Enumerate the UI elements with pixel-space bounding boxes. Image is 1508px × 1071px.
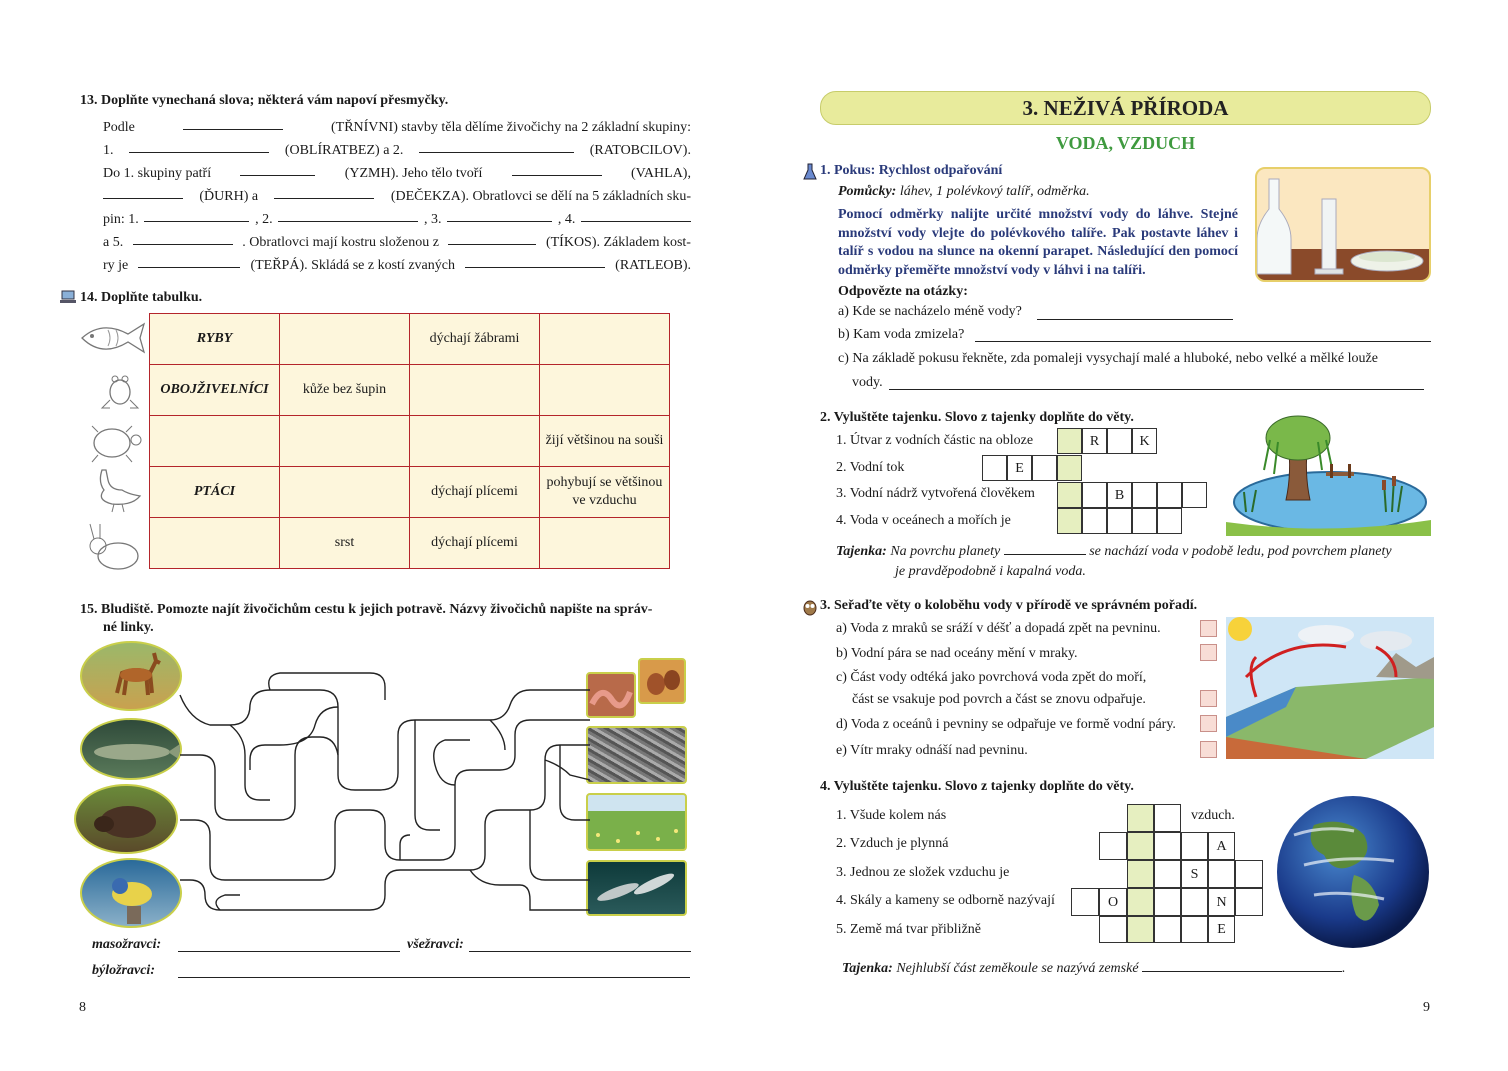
ex3-item-c: c) Část vody odtéká jako povrchová voda zpět do moří, xyxy=(836,670,1147,685)
frog-icon xyxy=(100,370,140,412)
fish-icon xyxy=(78,316,148,360)
turtle-icon xyxy=(82,422,144,464)
label-herbivores: býložravci: xyxy=(92,963,155,978)
crossword-cell[interactable] xyxy=(1132,482,1157,508)
ex13-title: 13. Doplňte vynechaná slova; některá vám napoví přesmyčky. xyxy=(80,93,449,108)
ex1-qb: b) Kam voda zmizela? xyxy=(838,327,965,342)
ex4-clue-5: 5. Země má tvar přibližně xyxy=(836,922,981,937)
ex4-clue-1: 1. Všude kolem nás xyxy=(836,808,947,823)
ex4-clue-3: 3. Jednou ze složek vzduchu je xyxy=(836,865,1010,880)
table-cell: RYBY xyxy=(150,314,280,365)
bird-photo xyxy=(80,858,182,928)
maze[interactable] xyxy=(170,665,590,925)
blank[interactable] xyxy=(183,116,283,130)
ex3-item-c-cont: část se vsakuje pod povrch a část se znovu odpařuje. xyxy=(852,692,1146,707)
crossword-cell[interactable]: O xyxy=(1099,888,1127,916)
water-cycle-illustration xyxy=(1226,617,1434,759)
blank[interactable] xyxy=(581,208,691,222)
ex1-tools: Pomůcky: láhev, 1 polévkový talíř, odměrka. xyxy=(838,184,1090,199)
crossword-cell[interactable]: E xyxy=(1007,455,1032,481)
crossword-cell[interactable] xyxy=(1057,482,1082,508)
table-cell[interactable] xyxy=(280,314,410,365)
crossword-cell[interactable] xyxy=(1032,455,1057,481)
table-cell: kůže bez šupin xyxy=(280,365,410,416)
crossword-cell[interactable]: S xyxy=(1181,860,1208,888)
ex2-clue-3: 3. Vodní nádrž vytvořená člověkem xyxy=(836,486,1035,501)
chapter-title: 3. NEŽIVÁ PŘÍRODA xyxy=(820,91,1431,125)
omnivores-line[interactable] xyxy=(469,951,691,952)
owl-icon xyxy=(802,598,818,616)
crossword-cell[interactable] xyxy=(1154,832,1181,860)
pond-illustration xyxy=(1226,412,1431,536)
blank[interactable] xyxy=(240,162,315,176)
ex3-item-d: d) Voda z oceánů i pevniny se odpařuje ve formě vodní páry. xyxy=(836,717,1176,732)
ex4-title: 4. Vyluštěte tajenku. Slovo z tajenky doplňte do věty. xyxy=(820,779,1134,794)
ex3-item-a: a) Voda z mraků se sráží v déšť a dopadá zpět na pevninu. xyxy=(836,621,1161,636)
table-cell: dýchají žábrami xyxy=(410,314,540,365)
ex2-tajenka-cont: je pravděpodobně i kapalná voda. xyxy=(895,564,1086,579)
table-cell: pohybují se většinou ve vzduchu xyxy=(540,467,670,518)
crossword-cell[interactable] xyxy=(1154,916,1181,943)
fish-photo xyxy=(586,860,687,916)
worm-photo xyxy=(586,672,636,718)
crossword-cell[interactable] xyxy=(1154,804,1181,832)
answer-line-b[interactable] xyxy=(975,341,1431,342)
order-box-b[interactable] xyxy=(1200,644,1217,661)
rabbit-icon xyxy=(84,522,144,572)
crossword-cell[interactable] xyxy=(1127,832,1154,860)
blank[interactable] xyxy=(133,231,233,245)
crossword-cell[interactable] xyxy=(1235,888,1263,916)
ex4-tajenka: Tajenka: Nejhlubší část zeměkoule se nazývá zemské . xyxy=(842,958,1346,977)
crossword-cell[interactable] xyxy=(1099,916,1127,943)
crossword-cell[interactable] xyxy=(1181,916,1208,943)
table-cell[interactable] xyxy=(540,518,670,569)
crossword-cell[interactable] xyxy=(1182,482,1207,508)
crossword-cell[interactable] xyxy=(1057,455,1082,481)
page-number: 9 xyxy=(1423,1000,1430,1015)
ex4-clue-4: 4. Skály a kameny se odborně nazývají xyxy=(836,893,1055,908)
bottle-plate-photo xyxy=(1255,167,1431,282)
crossword-cell[interactable] xyxy=(1127,888,1154,916)
computer-icon xyxy=(60,290,76,304)
seeds-photo xyxy=(586,726,687,784)
crossword-cell[interactable] xyxy=(1099,832,1127,860)
table-cell: OBOJŽIVELNÍCI xyxy=(150,365,280,416)
boar-photo xyxy=(74,784,178,854)
crossword-cell[interactable] xyxy=(1057,508,1082,534)
order-box-d[interactable] xyxy=(1200,715,1217,732)
ex3-item-b: b) Vodní pára se nad oceány mění v mraky. xyxy=(836,646,1078,661)
crossword-cell[interactable] xyxy=(1082,508,1107,534)
table-cell: PTÁCI xyxy=(150,467,280,518)
ex1-answer-label: Odpovězte na otázky: xyxy=(838,284,968,299)
table-cell[interactable] xyxy=(410,365,540,416)
ex1-qc: c) Na základě pokusu řekněte, zda pomaleji vysychají malé a hluboké, nebo velké a mělké louže xyxy=(838,351,1378,366)
crossword-cell[interactable] xyxy=(1154,860,1181,888)
ex3-title: 3. Seřaďte věty o koloběhu vody v přírodě ve správném pořadí. xyxy=(820,598,1198,613)
crossword-cell[interactable]: K xyxy=(1132,428,1157,454)
meadow-photo xyxy=(586,793,687,851)
crossword-cell[interactable] xyxy=(1107,428,1132,454)
table-cell: dýchají plícemi xyxy=(410,518,540,569)
order-box-c[interactable] xyxy=(1200,690,1217,707)
table-cell: žijí většinou na souši xyxy=(540,416,670,467)
ex2-clue-1: 1. Útvar z vodních částic na obloze xyxy=(836,433,1034,448)
crossword-cell[interactable] xyxy=(1071,888,1099,916)
table-cell[interactable] xyxy=(150,518,280,569)
crossword-cell[interactable] xyxy=(1107,508,1132,534)
blank[interactable] xyxy=(103,185,183,199)
deer-photo xyxy=(80,641,182,711)
crossword-cell[interactable]: A xyxy=(1208,832,1235,860)
blank[interactable] xyxy=(144,208,249,222)
label-carnivores: masožravci: xyxy=(92,937,162,952)
ex1-qa: a) Kde se nacházelo méně vody? xyxy=(838,304,1022,319)
crossword-cell[interactable] xyxy=(1082,482,1107,508)
table-cell[interactable] xyxy=(410,416,540,467)
goose-icon xyxy=(88,466,144,514)
crossword-cell[interactable] xyxy=(1157,482,1182,508)
crossword-cell[interactable]: N xyxy=(1208,888,1235,916)
ex15-title-cont: né linky. xyxy=(103,620,154,635)
ex4-suffix: vzduch. xyxy=(1191,808,1235,823)
crossword-cell[interactable] xyxy=(1127,916,1154,943)
ex1-title: 1. Pokus: Rychlost odpařování xyxy=(820,163,1003,178)
blank[interactable] xyxy=(278,208,418,222)
table-cell[interactable] xyxy=(280,467,410,518)
ex1-qc2: vody. xyxy=(852,375,883,390)
crossword-cell[interactable] xyxy=(1154,888,1181,916)
blank[interactable] xyxy=(512,162,602,176)
earth-illustration xyxy=(1274,795,1432,950)
crossword-cell[interactable] xyxy=(1208,860,1235,888)
crossword-cell[interactable] xyxy=(1132,508,1157,534)
tajenka-blank[interactable] xyxy=(1004,541,1086,555)
experiment-icon xyxy=(803,163,817,181)
table-cell[interactable] xyxy=(280,416,410,467)
ex14-title: 14. Doplňte tabulku. xyxy=(80,290,203,305)
crossword-cell[interactable]: B xyxy=(1107,482,1132,508)
answer-line-c[interactable] xyxy=(889,389,1424,390)
carnivores-line[interactable] xyxy=(178,951,400,952)
table-cell[interactable] xyxy=(150,416,280,467)
ex2-clue-4: 4. Voda v oceánech a mořích je xyxy=(836,513,1011,528)
acorn-photo xyxy=(638,658,686,704)
ex15-title: 15. Bludiště. Pomozte najít živočichům cestu k jejich potravě. Názvy živočichů napište na správ- xyxy=(80,602,653,617)
ex3-item-e: e) Vítr mraky odnáší nad pevninu. xyxy=(836,743,1028,758)
blank[interactable] xyxy=(274,185,374,199)
blank[interactable] xyxy=(129,139,269,153)
crossword-cell[interactable] xyxy=(982,455,1007,481)
animals-table xyxy=(149,313,670,569)
blank[interactable] xyxy=(465,254,605,268)
crossword-cell[interactable] xyxy=(1181,888,1208,916)
crossword-cell[interactable] xyxy=(1181,832,1208,860)
blank[interactable] xyxy=(138,254,240,268)
table-cell: dýchají plícemi xyxy=(410,467,540,518)
crossword-cell[interactable] xyxy=(1157,508,1182,534)
crossword-cell[interactable]: E xyxy=(1208,916,1235,943)
order-box-e[interactable] xyxy=(1200,741,1217,758)
answer-line-a[interactable] xyxy=(1037,319,1233,320)
table-cell[interactable] xyxy=(540,365,670,416)
table-row xyxy=(150,518,670,569)
blank[interactable] xyxy=(447,208,552,222)
section-subtitle: VODA, VZDUCH xyxy=(1055,133,1196,153)
table-row xyxy=(150,467,670,518)
ex2-clue-2: 2. Vodní tok xyxy=(836,460,905,475)
table-row xyxy=(150,416,670,467)
crossword-cell[interactable] xyxy=(1127,804,1154,832)
label-omnivores: všežravci: xyxy=(407,937,464,952)
crossword-cell[interactable] xyxy=(1127,860,1154,888)
order-box-a[interactable] xyxy=(1200,620,1217,637)
table-cell[interactable] xyxy=(540,314,670,365)
pike-photo xyxy=(80,718,182,780)
ex2-tajenka: Tajenka: Na povrchu planety se nachází voda v podobě ledu, pod povrchem planety xyxy=(836,541,1392,560)
blank[interactable] xyxy=(448,231,536,245)
table-row xyxy=(150,314,670,365)
tajenka-blank[interactable] xyxy=(1142,958,1342,972)
table-row xyxy=(150,365,670,416)
table-cell: srst xyxy=(280,518,410,569)
crossword-cell[interactable] xyxy=(1235,860,1263,888)
ex1-instructions: Pomocí odměrky nalijte určité množství vody do láhve. Stejné množství vody vlejte do polévkového talíře. Pak postavte láhev i talíř s vodou na slunce na okenní parapet. Následující den pomocí odměrky přeměřte množství vody v láhvi i na talíři. xyxy=(838,207,1238,278)
herbivores-line[interactable] xyxy=(178,977,690,978)
ex13-text: Podle (TŘNÍVNI) stavby těla dělíme živočichy na 2 základní skupiny: 1. (OBLÍRATBEZ) a 2. (RATOBCILOV). Do 1. skupiny patří (YZMH). Jeho tělo tvoří (VAHLA), (ĎURH) a (DEČEKZA). Obratlovci se dělí na 5 základních sku- pin: 1. , 2. , 3. , 4. a 5. . Obratlovci mají kostru složenou z (TÍKOS). Základem kost- ry je (TEŘPÁ). Skládá se z kostí zvaných (RATLEOB). xyxy=(103,116,691,277)
crossword-cell[interactable]: R xyxy=(1082,428,1107,454)
page-number: 8 xyxy=(79,1000,86,1015)
crossword-cell[interactable] xyxy=(1057,428,1082,454)
blank[interactable] xyxy=(419,139,574,153)
ex4-clue-2: 2. Vzduch je plynná xyxy=(836,836,949,851)
ex2-title: 2. Vyluštěte tajenku. Slovo z tajenky doplňte do věty. xyxy=(820,410,1134,425)
